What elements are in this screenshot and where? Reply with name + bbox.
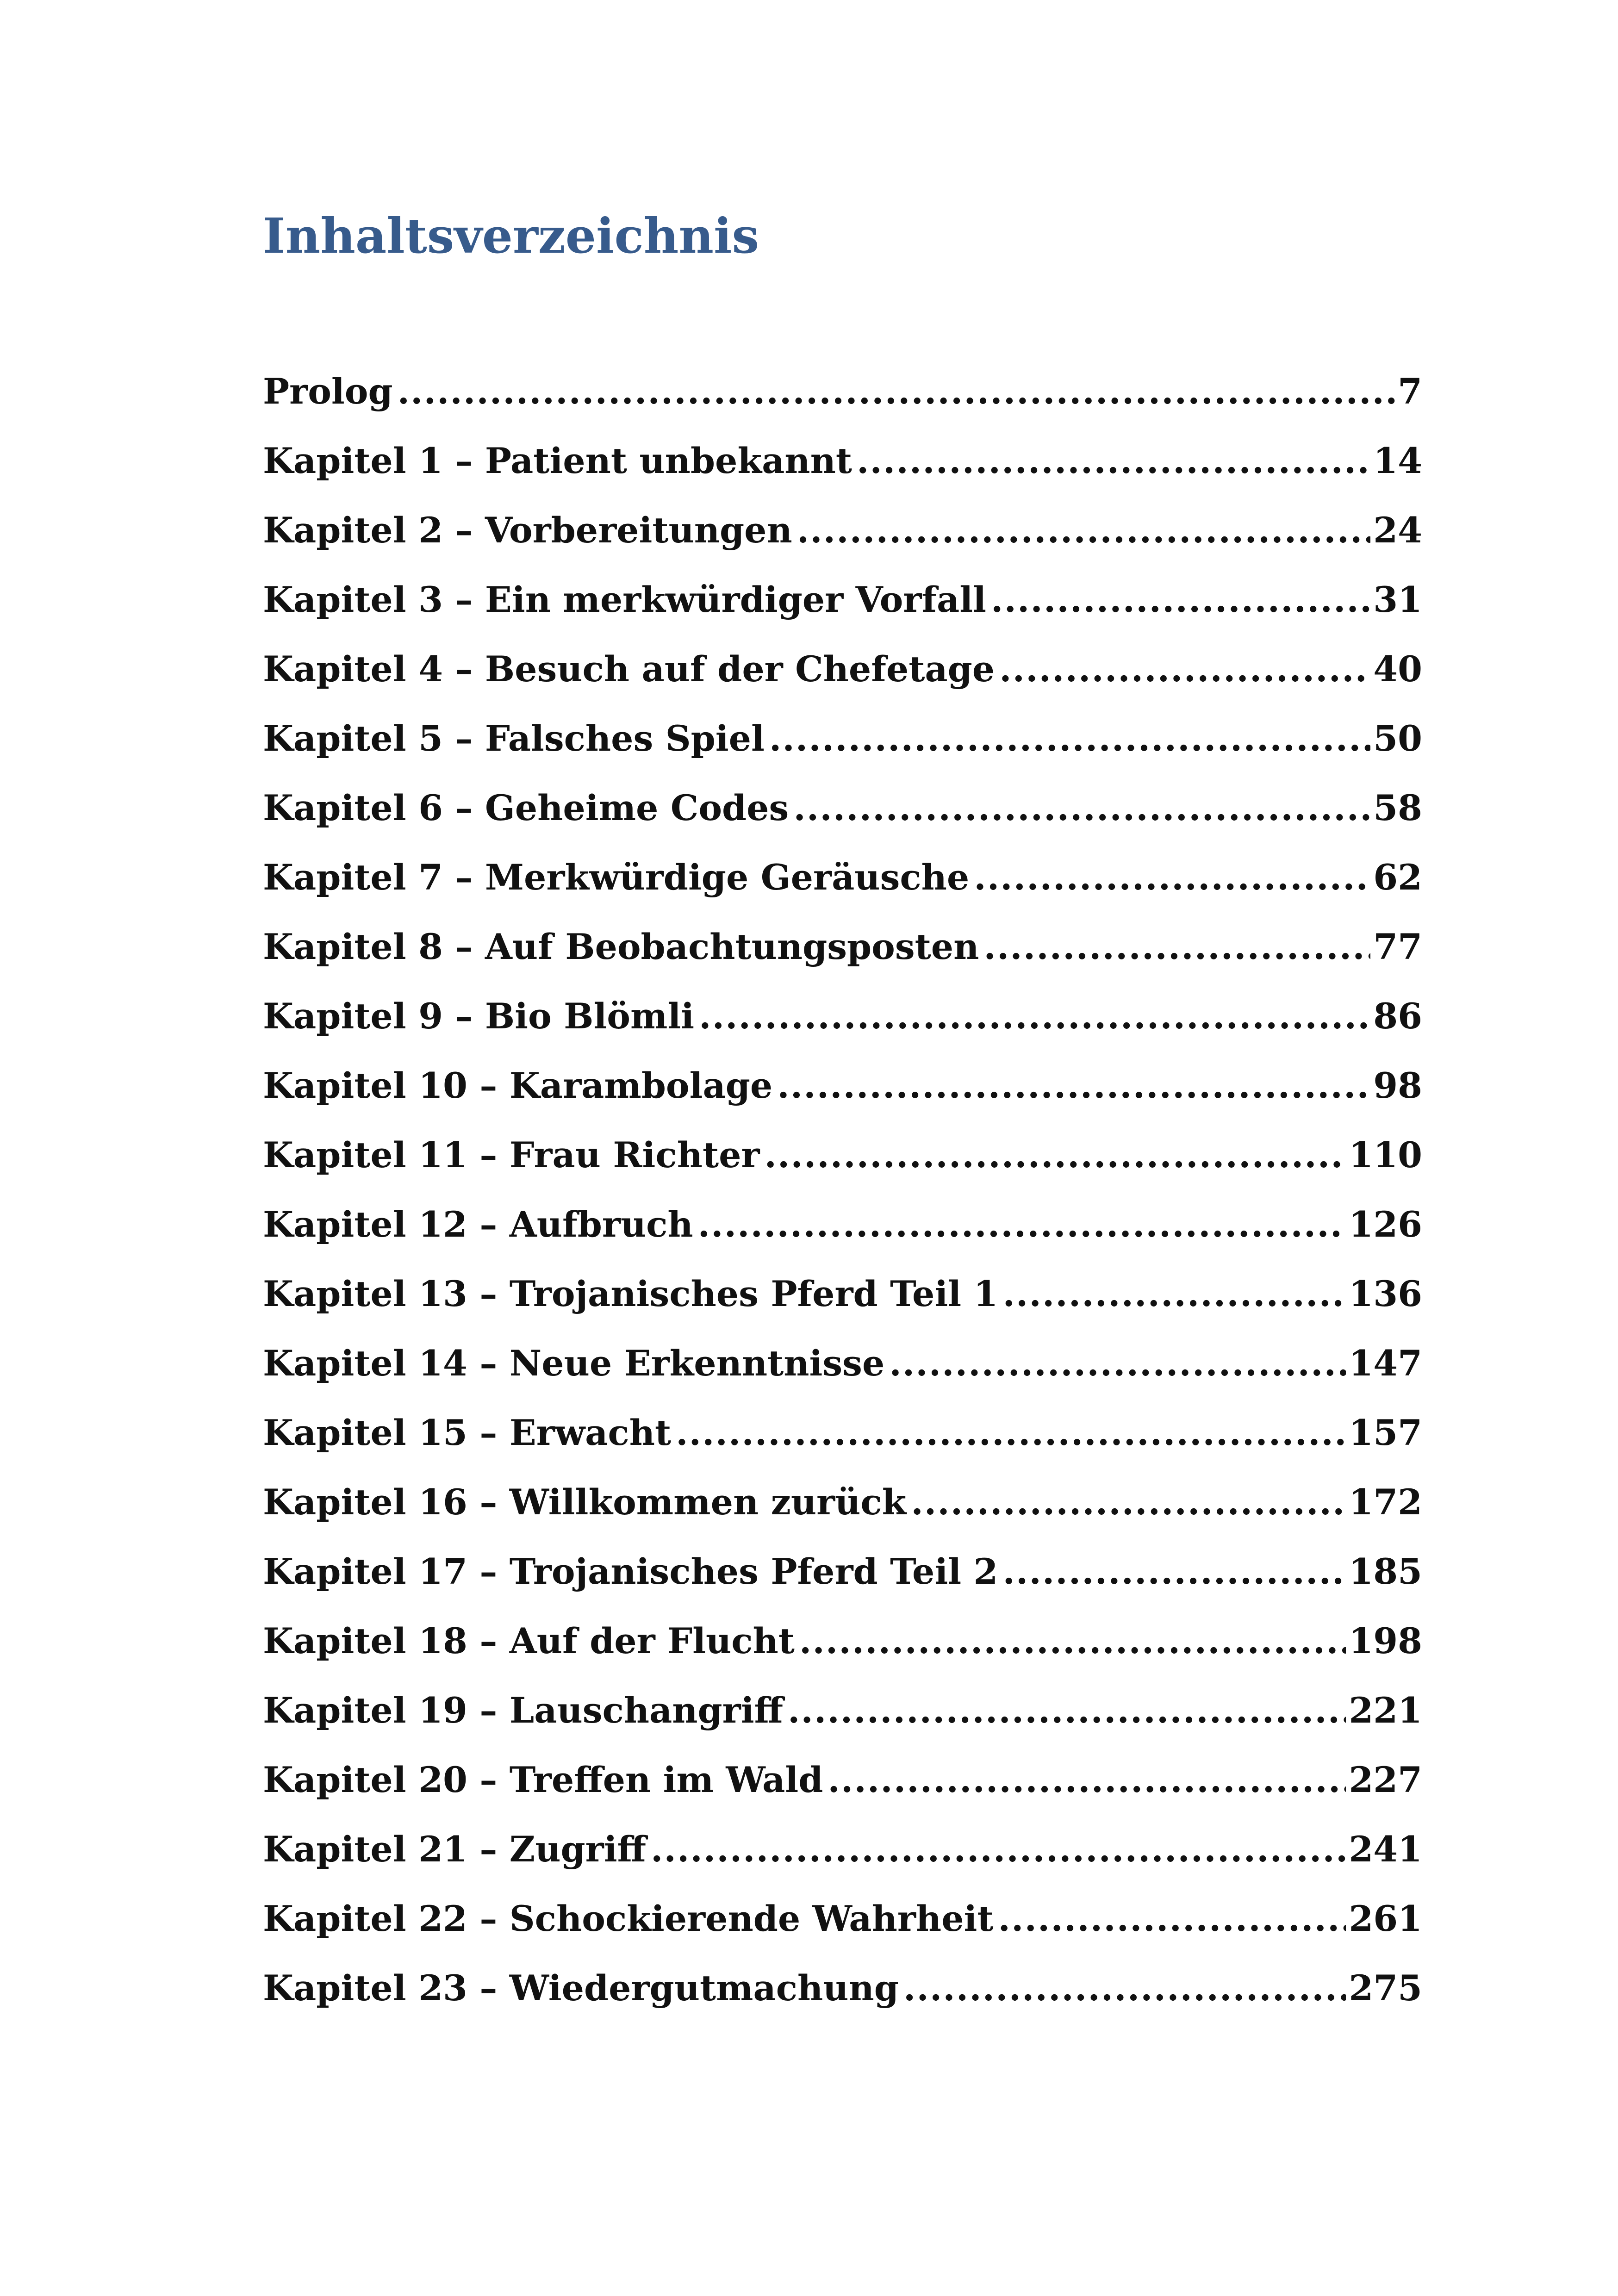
toc-entry[interactable] [263,1963,1422,2032]
dot-leader [793,783,1370,834]
toc-entry-title: Prolog [263,371,393,412]
dot-leader [764,1130,1346,1181]
toc-entry-page-number: 261 [1349,1898,1422,1939]
toc-entry-page-number: 50 [1373,718,1422,759]
toc-entry[interactable] [263,1338,1422,1407]
dot-leader [769,713,1370,764]
dot-leader [828,1755,1346,1805]
toc-entry[interactable] [263,644,1422,713]
toc-entry[interactable] [263,1060,1422,1130]
toc-entry-title: Kapitel 2 – Vorbereitungen [263,510,792,551]
toc-entry-title: Kapitel 21 – Zugriff [263,1829,646,1870]
dot-leader [777,1060,1370,1111]
toc-entry-page-number: 198 [1349,1620,1422,1661]
toc-entry-title: Kapitel 17 – Trojanisches Pferd Teil 2 [263,1551,998,1592]
toc-entry[interactable] [263,783,1422,852]
toc-entry-title: Kapitel 16 – Willkommen zurück [263,1481,907,1523]
toc-entry-title: Kapitel 20 – Treffen im Wald [263,1759,823,1800]
dot-leader [999,644,1370,695]
toc-entry[interactable] [263,1546,1422,1616]
toc-entry-title: Kapitel 5 – Falsches Spiel [263,718,765,759]
toc-entry-page-number: 77 [1373,926,1422,967]
toc-entry-title: Kapitel 4 – Besuch auf der Chefetage [263,648,995,690]
toc-entry-page-number: 58 [1373,787,1422,828]
toc-entry-page-number: 227 [1349,1759,1422,1800]
toc-entry-page-number: 62 [1373,857,1422,898]
toc-entry-page-number: 24 [1373,510,1422,551]
toc-entry-page-number: 40 [1373,648,1422,690]
toc-entry-title: Kapitel 13 – Trojanisches Pferd Teil 1 [263,1273,998,1314]
toc-entry[interactable] [263,574,1422,644]
toc-entry[interactable] [263,1685,1422,1755]
dot-leader [991,574,1370,625]
toc-entry-page-number: 185 [1349,1551,1422,1592]
dot-leader [911,1477,1346,1528]
toc-entry[interactable] [263,505,1422,574]
toc-entry-title: Kapitel 14 – Neue Erkenntnisse [263,1343,885,1384]
toc-entry-page-number: 136 [1349,1273,1422,1314]
dot-leader [857,436,1370,486]
dot-leader [1002,1546,1346,1597]
dot-leader [651,1824,1346,1875]
dot-leader [698,1199,1346,1250]
toc-entry[interactable] [263,713,1422,783]
dot-leader [676,1407,1346,1458]
toc-entry-title: Kapitel 9 – Bio Blömli [263,996,695,1037]
toc-entry-page-number: 14 [1373,440,1422,481]
dot-leader [974,852,1370,903]
toc-entry[interactable] [263,852,1422,921]
toc-entry[interactable] [263,366,1422,436]
toc-entry-page-number: 7 [1398,371,1422,412]
toc-entry-title: Kapitel 12 – Aufbruch [263,1204,693,1245]
toc-entry-title: Kapitel 22 – Schockierende Wahrheit [263,1898,994,1939]
toc-entry-page-number: 221 [1349,1690,1422,1731]
toc-entry-title: Kapitel 3 – Ein merkwürdiger Vorfall [263,579,987,620]
toc-entry-title: Kapitel 8 – Auf Beobachtungsposten [263,926,979,967]
toc-entry[interactable] [263,1616,1422,1685]
toc-entry-page-number: 241 [1349,1829,1422,1870]
dot-leader [799,1616,1346,1667]
toc-entry-title: Kapitel 15 – Erwacht [263,1412,672,1453]
dot-leader [398,366,1395,417]
toc-entry[interactable] [263,991,1422,1060]
toc-entry[interactable] [263,1199,1422,1269]
toc-list [263,366,1422,2032]
toc-entry-title: Kapitel 1 – Patient unbekannt [263,440,852,481]
toc-entry[interactable] [263,1130,1422,1199]
dot-leader [983,921,1370,972]
toc-entry-page-number: 126 [1349,1204,1422,1245]
dot-leader [797,505,1370,556]
toc-entry-page-number: 98 [1373,1065,1422,1106]
toc-entry-page-number: 86 [1373,996,1422,1037]
toc-entry-title: Kapitel 23 – Wiedergutmachung [263,1967,899,2009]
toc-entry-title: Kapitel 6 – Geheime Codes [263,787,789,828]
toc-entry[interactable] [263,1893,1422,1963]
toc-entry[interactable] [263,1755,1422,1824]
toc-entry-title: Kapitel 7 – Merkwürdige Geräusche [263,857,970,898]
dot-leader [889,1338,1346,1389]
toc-entry[interactable] [263,1407,1422,1477]
toc-entry-page-number: 157 [1349,1412,1422,1453]
dot-leader [998,1893,1346,1944]
toc-entry[interactable] [263,1269,1422,1338]
toc-entry[interactable] [263,921,1422,991]
toc-entry[interactable] [263,1824,1422,1893]
toc-entry-page-number: 275 [1349,1967,1422,2009]
toc-entry-title: Kapitel 19 – Lauschangriff [263,1690,783,1731]
toc-entry[interactable] [263,436,1422,505]
toc-entry-title: Kapitel 10 – Karambolage [263,1065,773,1106]
toc-entry-page-number: 172 [1349,1481,1422,1523]
toc-entry-page-number: 110 [1349,1134,1422,1176]
toc-entry-page-number: 31 [1373,579,1422,620]
dot-leader [1002,1269,1346,1319]
dot-leader [788,1685,1346,1736]
toc-entry-title: Kapitel 11 – Frau Richter [263,1134,760,1176]
toc-heading: Inhaltsverzeichnis [263,207,759,264]
dot-leader [903,1963,1346,2014]
toc-entry-title: Kapitel 18 – Auf der Flucht [263,1620,795,1661]
dot-leader [699,991,1370,1042]
toc-entry[interactable] [263,1477,1422,1546]
toc-entry-page-number: 147 [1349,1343,1422,1384]
